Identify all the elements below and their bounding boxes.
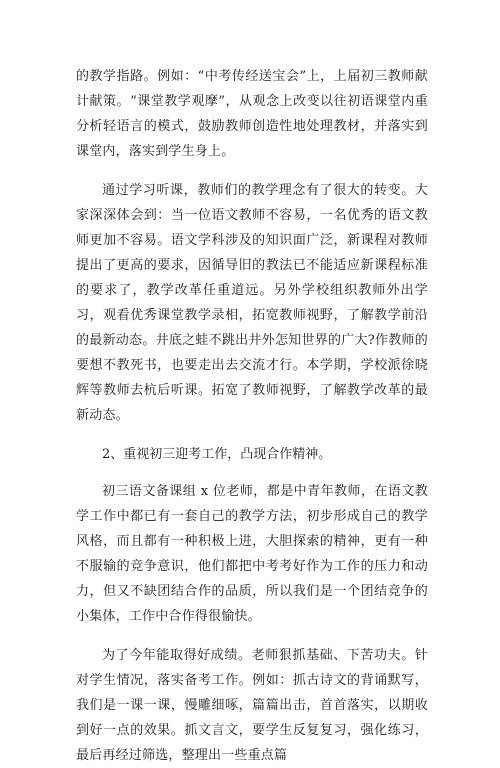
paragraph-1: 的教学指路。例如：“中考传经送宝会”上，上届初三教师献计献策。“课堂教学观摩”，从观念上改变以往初语课堂内重分析轻语言的模式，鼓励教师创造性地处理教材，并落实到课堂内，落实到学生身上。 xyxy=(76,69,428,159)
paragraph-2: 通过学习听课，教师们的教学理念有了很大的转变。大家深深体会到：当一位语文教师不容易，一名优秀的语文教师更加不容易。语文学科涉及的知识面广泛，新课程对教师提出了更高的要求，因循导旧的教法已不能适应新课程标准的要求了，教学改革任重道远。另外学校组织教师外出学习，观看优秀课堂教学录相，拓宽教师视野，了解教学前沿的最新动态。井底之蛙不跳出井外怎知世界的广大?作教师的要想不教死书，也要走出去交流才行。本学期，学校派徐晓辉等教师去杭后听课。拓宽了教师视野，了解教学改革的最新动态。 xyxy=(76,183,428,423)
paragraph-4: 为了今年能取得好成绩。老师狠抓基础、下苦功夫。针对学生情况，落实备考工作。例如：抓古诗文的背诵默写，我们是一课一课，慢雕细啄，篇篇出击，首首落实，以期收到好一点的效果。抓文言文，要学生反复复习，强化练习，最后再经过筛选，整理出一些重点篇 xyxy=(76,648,428,763)
paragraph-3: 初三语文备课组 x 位老师，都是中青年教师，在语文教学工作中都已有一套自己的教学方法，初步形成自己的教学风格，而且都有一种积极上进，大胆探索的精神，更有一种不服输的竞争意识，他们都把中考考好作为工作的压力和动力，但又不缺团结合作的品质，所以我们是一个团结竞争的小集体，工作中合作得很愉快。 xyxy=(76,484,428,624)
section-heading: 2、重视初三迎考工作，凸现合作精神。 xyxy=(102,447,332,462)
